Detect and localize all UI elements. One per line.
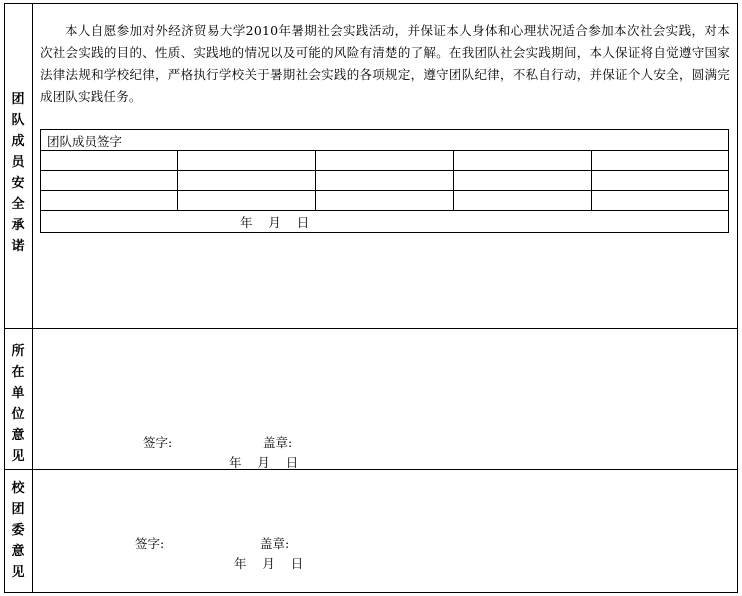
signature-cell[interactable] — [316, 191, 452, 209]
signature-cell[interactable] — [41, 191, 176, 209]
unit-seal-label: 盖章: — [263, 435, 293, 450]
label-column-divider — [32, 3, 33, 593]
sig-table-top — [40, 129, 729, 130]
signature-cell[interactable] — [41, 171, 176, 189]
signature-cell[interactable] — [316, 151, 452, 169]
commitment-paragraph — [40, 20, 730, 108]
signature-cell[interactable] — [41, 151, 176, 169]
signature-cell[interactable] — [592, 171, 727, 189]
commitment-side-label: 团 队 成 员 安 全 承 诺 — [11, 92, 25, 254]
league-opinion-date: 年 月 日 — [234, 556, 304, 571]
league-seal-label: 盖章: — [260, 536, 290, 551]
sig-table-bottom — [40, 232, 729, 233]
commitment-date: 年 月 日 — [240, 215, 310, 230]
signature-cell[interactable] — [592, 151, 727, 169]
unit-opinion-date: 年 月 日 — [229, 455, 299, 470]
signature-cell[interactable] — [454, 191, 590, 209]
signature-cell[interactable] — [454, 171, 590, 189]
signature-header: 团队成员签字 — [47, 134, 123, 149]
unit-opinion-side-label: 所 在 单 位 意 见 — [11, 344, 25, 464]
signature-cell[interactable] — [178, 151, 314, 169]
section-divider-2 — [4, 469, 738, 470]
commitment-paragraph-text: 本人自愿参加对外经济贸易大学2010年暑期社会实践活动，并保证本人身体和心理状况适合参加本次社会实践，对本次社会实践的目的、性质、实践地的情况以及可能的风险有清楚的了解。在我团队社会实践期间，本人保证将自觉遵守国家法律法规和学校纪律，严格执行学校关于暑期社会实践的各项规定，遵守团队纪律，不私自行动，并保证个人安全，圆满完成团队实践任务。 — [40, 23, 730, 104]
signature-cell[interactable] — [454, 151, 590, 169]
table-border-top — [4, 3, 738, 4]
sig-table-row4-bottom — [40, 210, 729, 211]
league-opinion-side-label: 校 团 委 意 见 — [11, 481, 25, 580]
signature-cell[interactable] — [316, 171, 452, 189]
table-border-right — [737, 3, 738, 593]
unit-opinion-area[interactable] — [34, 330, 736, 430]
league-opinion-area[interactable] — [34, 471, 736, 531]
signature-cell[interactable] — [178, 191, 314, 209]
table-border-bottom — [4, 592, 738, 593]
section-divider-1 — [4, 328, 738, 329]
signature-cell[interactable] — [178, 171, 314, 189]
sig-table-right — [728, 129, 729, 233]
league-sign-label: 签字: — [135, 536, 165, 551]
signature-cell[interactable] — [592, 191, 727, 209]
unit-sign-label: 签字: — [143, 435, 173, 450]
